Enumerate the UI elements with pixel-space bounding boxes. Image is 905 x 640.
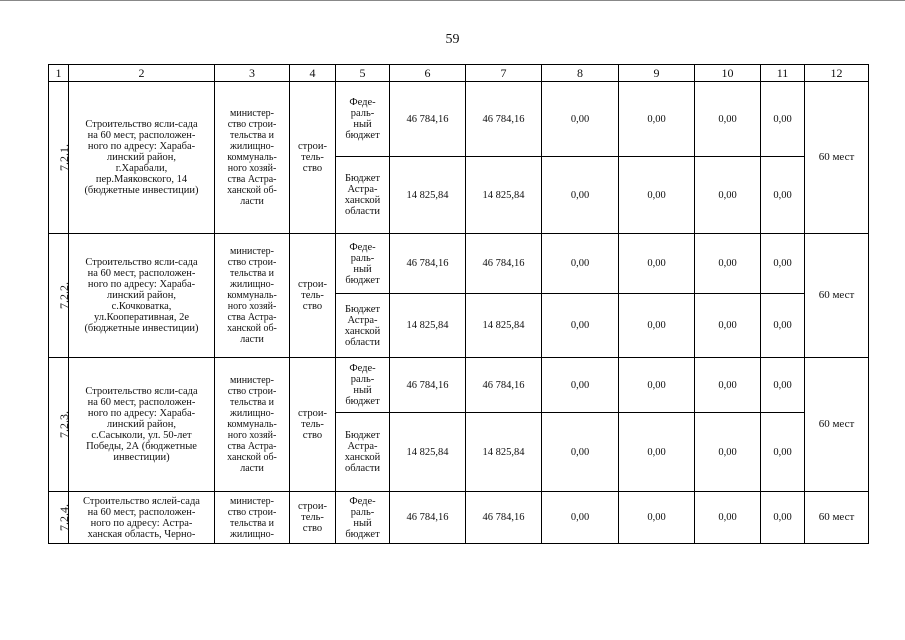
row-number	[49, 492, 69, 544]
amount-cell: 0,00	[619, 157, 695, 234]
executor-cell	[215, 358, 290, 492]
description-cell-line: Строительство ясли-сада	[85, 119, 198, 130]
budget-source-cell-line: Феде-	[349, 363, 376, 374]
amount-cell: 14 825,84	[390, 294, 466, 358]
description-cell-line: г.Харабали,	[115, 163, 168, 174]
work-type-cell-line: строи-	[298, 141, 327, 152]
executor-cell-line: жилищно-	[230, 408, 274, 419]
executor-cell-line: ласти	[240, 196, 264, 207]
header-cell: 5	[336, 65, 390, 82]
budget-source-cell-line: ный	[353, 119, 372, 130]
description-cell-line: (бюджетные инвестиции)	[84, 185, 199, 196]
executor-cell-line: тельства и	[229, 268, 275, 279]
description-cell-line: на 60 мест, расположен-	[87, 268, 196, 279]
description-cell	[69, 492, 215, 544]
budget-source-cell-line: ханской	[344, 195, 381, 206]
amount-cell: 0,00	[695, 234, 761, 294]
amount-cell: 0,00	[761, 234, 805, 294]
amount-cell: 0,00	[761, 82, 805, 157]
executor-cell	[215, 492, 290, 544]
header-cell: 3	[215, 65, 290, 82]
work-type-cell-line: ство	[302, 430, 323, 441]
amount-cell: 46 784,16	[390, 234, 466, 294]
header-row	[49, 65, 869, 82]
amount-cell: 0,00	[695, 157, 761, 234]
description-cell-line: с.Сасыколи, ул. 50-лет	[91, 430, 192, 441]
table-body	[49, 65, 869, 544]
work-type-cell	[290, 234, 336, 358]
amount-cell: 0,00	[695, 413, 761, 492]
executor-cell-line: ства Астра-	[227, 312, 277, 323]
work-type-cell-line: строи-	[298, 501, 327, 512]
description-cell-line: линский район,	[106, 290, 177, 301]
description-cell-line: на 60 мест, расположен-	[87, 130, 196, 141]
budget-source-cell-line: бюджет	[345, 396, 380, 407]
description-cell-line: ного по адресу: Хараба-	[87, 408, 196, 419]
executor-cell-line: министер-	[230, 375, 274, 386]
amount-cell: 0,00	[542, 358, 619, 413]
work-type-cell	[290, 82, 336, 234]
executor-cell-line: тельства и	[229, 130, 275, 141]
amount-cell: 0,00	[695, 294, 761, 358]
table-row	[49, 82, 869, 157]
amount-cell: 14 825,84	[390, 413, 466, 492]
budget-source-cell-line: ханской	[344, 452, 381, 463]
budget-source-cell-line: Астра-	[347, 314, 378, 326]
budget-source-cell	[336, 413, 390, 492]
budget-source-cell-line: раль-	[350, 374, 375, 385]
header-cell: 11	[761, 65, 805, 82]
result-cell: 60 мест	[805, 82, 869, 234]
description-cell-line: пер.Маяковского, 14	[95, 174, 188, 185]
budget-source-cell	[336, 492, 390, 544]
amount-cell: 14 825,84	[466, 294, 542, 358]
work-type-cell-line: тель-	[301, 290, 324, 301]
budget-source-cell	[336, 234, 390, 294]
amount-cell: 0,00	[695, 492, 761, 544]
table-row	[49, 234, 869, 294]
header-cell: 8	[542, 65, 619, 82]
budget-table	[48, 64, 869, 544]
amount-cell: 0,00	[761, 157, 805, 234]
budget-source-cell	[336, 294, 390, 358]
description-cell-line: на 60 мест, расположен-	[87, 506, 196, 518]
budget-source-cell-line: Бюджет	[344, 173, 381, 184]
executor-cell	[215, 234, 290, 358]
result-cell: 60 мест	[805, 234, 869, 358]
result-cell: 60 мест	[805, 358, 869, 492]
row-number	[49, 82, 69, 234]
work-type-cell-line: строи-	[298, 408, 327, 419]
work-type-cell-line: ство	[302, 523, 323, 534]
work-type-cell-line: ство	[302, 163, 323, 174]
amount-cell: 0,00	[542, 82, 619, 157]
executor-cell	[215, 82, 290, 234]
executor-cell-line: ство строи-	[227, 119, 277, 130]
amount-cell: 14 825,84	[466, 413, 542, 492]
budget-source-cell-line: раль-	[350, 506, 375, 518]
executor-cell-line: ство строи-	[227, 257, 277, 268]
executor-cell-line: ного хозяй-	[227, 163, 277, 174]
work-type-cell-line: строи-	[298, 279, 327, 290]
work-type-cell	[290, 358, 336, 492]
header-cell: 1	[49, 65, 69, 82]
header-cell: 6	[390, 65, 466, 82]
amount-cell: 0,00	[619, 82, 695, 157]
description-cell-line: Победы, 2А (бюджетные	[86, 441, 197, 452]
amount-cell: 46 784,16	[466, 234, 542, 294]
table-row	[49, 492, 869, 544]
budget-source-cell-line: ханской	[344, 325, 381, 337]
budget-source-cell-line: Феде-	[349, 97, 376, 108]
work-type-cell	[290, 492, 336, 544]
budget-source-cell-line: ный	[353, 263, 372, 275]
row-number	[49, 358, 69, 492]
work-type-cell-line: тель-	[301, 512, 324, 523]
top-rule	[0, 0, 905, 1]
result-cell: 60 мест	[805, 492, 869, 544]
executor-cell-line: ханской об-	[227, 452, 277, 463]
executor-cell-line: жилищно-	[230, 141, 274, 152]
executor-cell-line: ства Астра-	[227, 174, 277, 185]
budget-source-cell-line: раль-	[350, 108, 375, 119]
budget-source-cell-line: области	[344, 206, 381, 217]
description-cell-line: ул.Кооперативная, 2е	[94, 312, 189, 323]
header-cell: 10	[695, 65, 761, 82]
amount-cell: 0,00	[542, 294, 619, 358]
budget-source-cell-line: Феде-	[349, 495, 376, 507]
amount-cell: 46 784,16	[390, 492, 466, 544]
budget-source-cell-line: Астра-	[347, 184, 378, 195]
executor-cell-line: министер-	[230, 495, 274, 507]
description-cell-line: линский район,	[106, 152, 177, 163]
amount-cell: 0,00	[619, 492, 695, 544]
description-cell-line: ного по адресу: Хараба-	[87, 141, 196, 152]
description-cell	[69, 82, 215, 234]
work-type-cell-line: тель-	[301, 419, 324, 430]
budget-source-cell-line: бюджет	[345, 274, 380, 286]
budget-source-cell-line: бюджет	[345, 130, 380, 141]
executor-cell-line: тельства и	[229, 517, 275, 529]
executor-cell-line: ство строи-	[227, 386, 277, 397]
row-number-text: 7.2.2.	[57, 281, 71, 309]
amount-cell: 46 784,16	[466, 82, 542, 157]
description-cell-line: линский район,	[106, 419, 177, 430]
executor-cell-line: ханской об-	[227, 185, 277, 196]
row-number-text: 7.2.1.	[57, 143, 71, 171]
amount-cell: 0,00	[619, 358, 695, 413]
header-cell: 12	[805, 65, 869, 82]
budget-source-cell-line: бюджет	[345, 528, 380, 540]
executor-cell-line: ства Астра-	[227, 441, 277, 452]
description-cell-line: Строительство ясли-сада	[85, 257, 198, 268]
executor-cell-line: жилищно-	[230, 279, 274, 290]
executor-cell-line: ханской об-	[227, 323, 277, 334]
executor-cell-line: ласти	[240, 463, 264, 474]
page-number: 59	[445, 32, 460, 47]
amount-cell: 0,00	[695, 358, 761, 413]
executor-cell-line: министер-	[230, 108, 274, 119]
amount-cell: 0,00	[761, 358, 805, 413]
description-cell-line: инвестиции)	[113, 452, 170, 463]
amount-cell: 0,00	[619, 234, 695, 294]
description-cell-line: ного по адресу: Хараба-	[87, 279, 196, 290]
row-number-text: 7.2.3.	[57, 410, 71, 438]
amount-cell: 14 825,84	[466, 157, 542, 234]
table-row	[49, 358, 869, 413]
header-cell: 7	[466, 65, 542, 82]
description-cell	[69, 358, 215, 492]
amount-cell: 0,00	[695, 82, 761, 157]
budget-source-cell	[336, 358, 390, 413]
description-cell-line: Строительство яслей-сада	[83, 495, 200, 507]
amount-cell: 0,00	[542, 413, 619, 492]
executor-cell-line: ного хозяй-	[227, 430, 277, 441]
executor-cell-line: коммуналь-	[227, 419, 277, 430]
row-number-text: 7.2.4.	[57, 503, 71, 531]
amount-cell: 46 784,16	[390, 82, 466, 157]
amount-cell: 0,00	[542, 157, 619, 234]
description-cell-line: (бюджетные инвестиции)	[84, 323, 199, 334]
budget-source-cell-line: Феде-	[349, 241, 376, 253]
budget-source-cell	[336, 157, 390, 234]
budget-source-cell	[336, 82, 390, 157]
description-cell-line: с.Кочковатка,	[111, 301, 172, 312]
budget-source-cell-line: Бюджет	[344, 430, 381, 441]
amount-cell: 14 825,84	[390, 157, 466, 234]
header-cell: 4	[290, 65, 336, 82]
work-type-cell-line: ство	[302, 301, 323, 312]
budget-source-cell-line: Астра-	[347, 441, 378, 452]
header-cell: 9	[619, 65, 695, 82]
executor-cell-line: тельства и	[229, 397, 275, 408]
amount-cell: 46 784,16	[466, 492, 542, 544]
executor-cell-line: коммуналь-	[227, 290, 277, 301]
budget-source-cell-line: области	[344, 463, 381, 474]
amount-cell: 46 784,16	[466, 358, 542, 413]
amount-cell: 0,00	[761, 492, 805, 544]
description-cell	[69, 234, 215, 358]
executor-cell-line: коммуналь-	[227, 152, 277, 163]
budget-source-cell-line: области	[344, 336, 381, 348]
work-type-cell-line: тель-	[301, 152, 324, 163]
amount-cell: 0,00	[542, 492, 619, 544]
amount-cell: 46 784,16	[390, 358, 466, 413]
executor-cell-line: ство строи-	[227, 506, 277, 518]
executor-cell-line: министер-	[230, 246, 274, 257]
row-number	[49, 234, 69, 358]
budget-source-cell-line: ный	[353, 385, 372, 396]
description-cell-line: ханская область, Черно-	[87, 528, 196, 540]
amount-cell: 0,00	[761, 413, 805, 492]
executor-cell-line: жилищно-	[230, 528, 274, 540]
budget-source-cell-line: Бюджет	[344, 303, 381, 315]
executor-cell-line: ласти	[240, 334, 264, 345]
executor-cell-line: ного хозяй-	[227, 301, 277, 312]
amount-cell: 0,00	[761, 294, 805, 358]
amount-cell: 0,00	[542, 234, 619, 294]
budget-source-cell-line: раль-	[350, 252, 375, 264]
amount-cell: 0,00	[619, 294, 695, 358]
description-cell-line: Строительство ясли-сада	[85, 386, 198, 397]
description-cell-line: ного по адресу: Астра-	[90, 517, 193, 529]
description-cell-line: на 60 мест, расположен-	[87, 397, 196, 408]
header-cell: 2	[69, 65, 215, 82]
amount-cell: 0,00	[619, 413, 695, 492]
budget-source-cell-line: ный	[353, 517, 372, 529]
